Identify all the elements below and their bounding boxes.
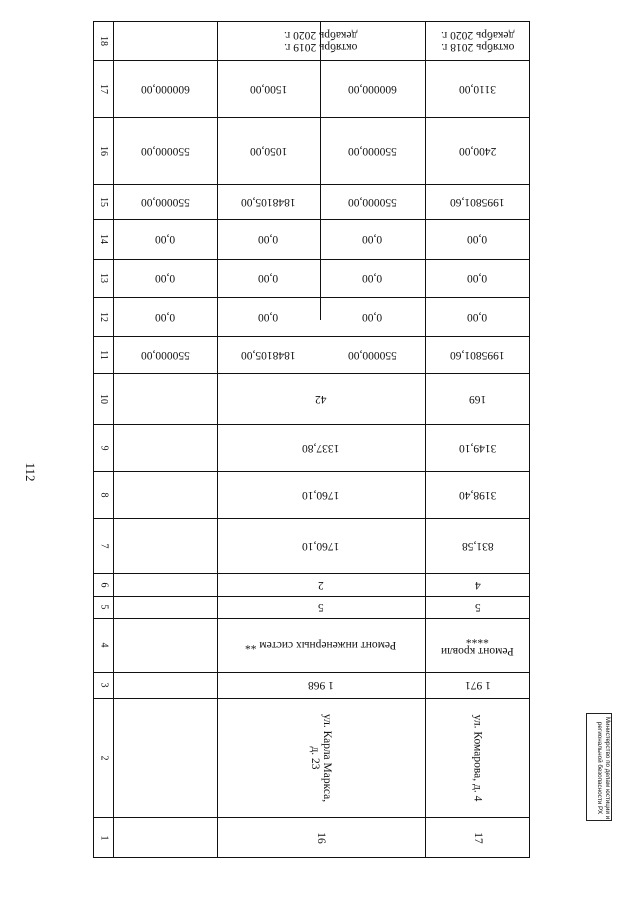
r17-number: 17 xyxy=(471,831,484,844)
header-col-15: 15 xyxy=(98,196,109,207)
r16-col10: 42 xyxy=(315,392,327,405)
page-number: 112 xyxy=(23,462,38,482)
r17-col16: 2400,00 xyxy=(458,144,497,157)
r16c-col16: 550000,00 xyxy=(140,144,190,157)
header-col-7: 7 xyxy=(98,543,109,548)
r16a-col17: 1500,00 xyxy=(249,82,288,95)
r17-address: ул. Комарова, д. 4 xyxy=(471,714,484,801)
r16-address: ул. Карла Маркса, д. 23 xyxy=(309,713,333,802)
header-col-3: 3 xyxy=(98,682,109,688)
header-col-6: 6 xyxy=(98,582,109,587)
r16b-col12: 0,00 xyxy=(362,310,383,323)
r17-col8: 3198,40 xyxy=(458,488,497,501)
repair-schedule-table xyxy=(93,21,530,858)
r16a-col11: 1848105,00 xyxy=(241,348,296,361)
r17-col12: 0,00 xyxy=(467,310,488,323)
header-col-10: 10 xyxy=(98,393,109,404)
r16c-col13: 0,00 xyxy=(154,272,176,284)
r17-col5: 5 xyxy=(474,601,481,613)
header-col-1: 1 xyxy=(98,835,109,840)
r16b-col11: 550000,00 xyxy=(348,348,397,361)
r17-col10: 169 xyxy=(468,392,487,405)
r16c-col12: 0,00 xyxy=(154,310,176,323)
header-col-9: 9 xyxy=(98,445,109,450)
r16-col9: 1337,80 xyxy=(302,441,340,454)
header-col-8: 8 xyxy=(98,492,109,497)
r16b-col16: 550000,00 xyxy=(348,144,397,157)
r17-repair-type: Ремонт кровли **** xyxy=(441,633,514,657)
r17-col13: 0,00 xyxy=(467,272,488,284)
header-col-13: 13 xyxy=(98,273,109,283)
r17-col17: 3110,00 xyxy=(459,82,496,95)
header-col-16: 16 xyxy=(98,145,109,156)
r16-col7: 1760,10 xyxy=(302,539,340,552)
r17-year: 1 971 xyxy=(464,679,491,691)
r16-year: 1 968 xyxy=(308,679,334,691)
r16b-col17: 600000,00 xyxy=(348,82,397,95)
r17-col11: 1995801,60 xyxy=(450,348,505,361)
r16-repair-type: Ремонт инженерных систем ** xyxy=(245,639,397,651)
stamp-text: Министерство по делам юстиции и региональной безопасности РХ xyxy=(596,716,611,820)
header-col-5: 5 xyxy=(98,604,109,610)
r17-col18: октябрь 2018 г. декабрь 2020 г. xyxy=(440,28,515,53)
header-col-18: 18 xyxy=(98,35,109,46)
r16c-col14: 0,00 xyxy=(154,233,176,245)
r16c-col11: 550000,00 xyxy=(140,348,190,361)
header-col-17: 17 xyxy=(98,83,109,94)
registration-stamp xyxy=(586,713,612,821)
r16c-col17: 600000,00 xyxy=(140,82,190,95)
r17-col15: 1995801,60 xyxy=(450,195,505,208)
r16-number: 16 xyxy=(315,831,327,844)
r17-col7: 831,58 xyxy=(461,539,494,552)
r17-col9: 3149,10 xyxy=(458,441,497,454)
r16a-col15: 1848105,00 xyxy=(241,195,296,208)
r16b-col15: 550000,00 xyxy=(348,195,397,208)
r16b-col13: 0,00 xyxy=(362,272,383,284)
r16b-col14: 0,00 xyxy=(362,233,383,245)
r16-col18: октябрь 2019 г. декабрь 2020 г. xyxy=(284,28,358,53)
r16-col5: 5 xyxy=(318,601,324,613)
r16a-col13: 0,00 xyxy=(258,272,279,284)
r16a-col12: 0,00 xyxy=(258,310,279,323)
r16c-col15: 550000,00 xyxy=(140,195,190,208)
header-col-4: 4 xyxy=(98,642,109,648)
r17-col14: 0,00 xyxy=(467,233,488,245)
r17-col6: 4 xyxy=(474,578,481,591)
header-col-12: 12 xyxy=(98,311,109,322)
r16-col8: 1760,10 xyxy=(302,488,340,501)
r16a-col14: 0,00 xyxy=(258,233,279,245)
r16-col6: 2 xyxy=(318,578,324,591)
header-col-2: 2 xyxy=(98,755,109,760)
header-col-14: 14 xyxy=(98,234,109,244)
r16a-col16: 1050,00 xyxy=(249,144,288,157)
header-col-11: 11 xyxy=(97,349,109,360)
